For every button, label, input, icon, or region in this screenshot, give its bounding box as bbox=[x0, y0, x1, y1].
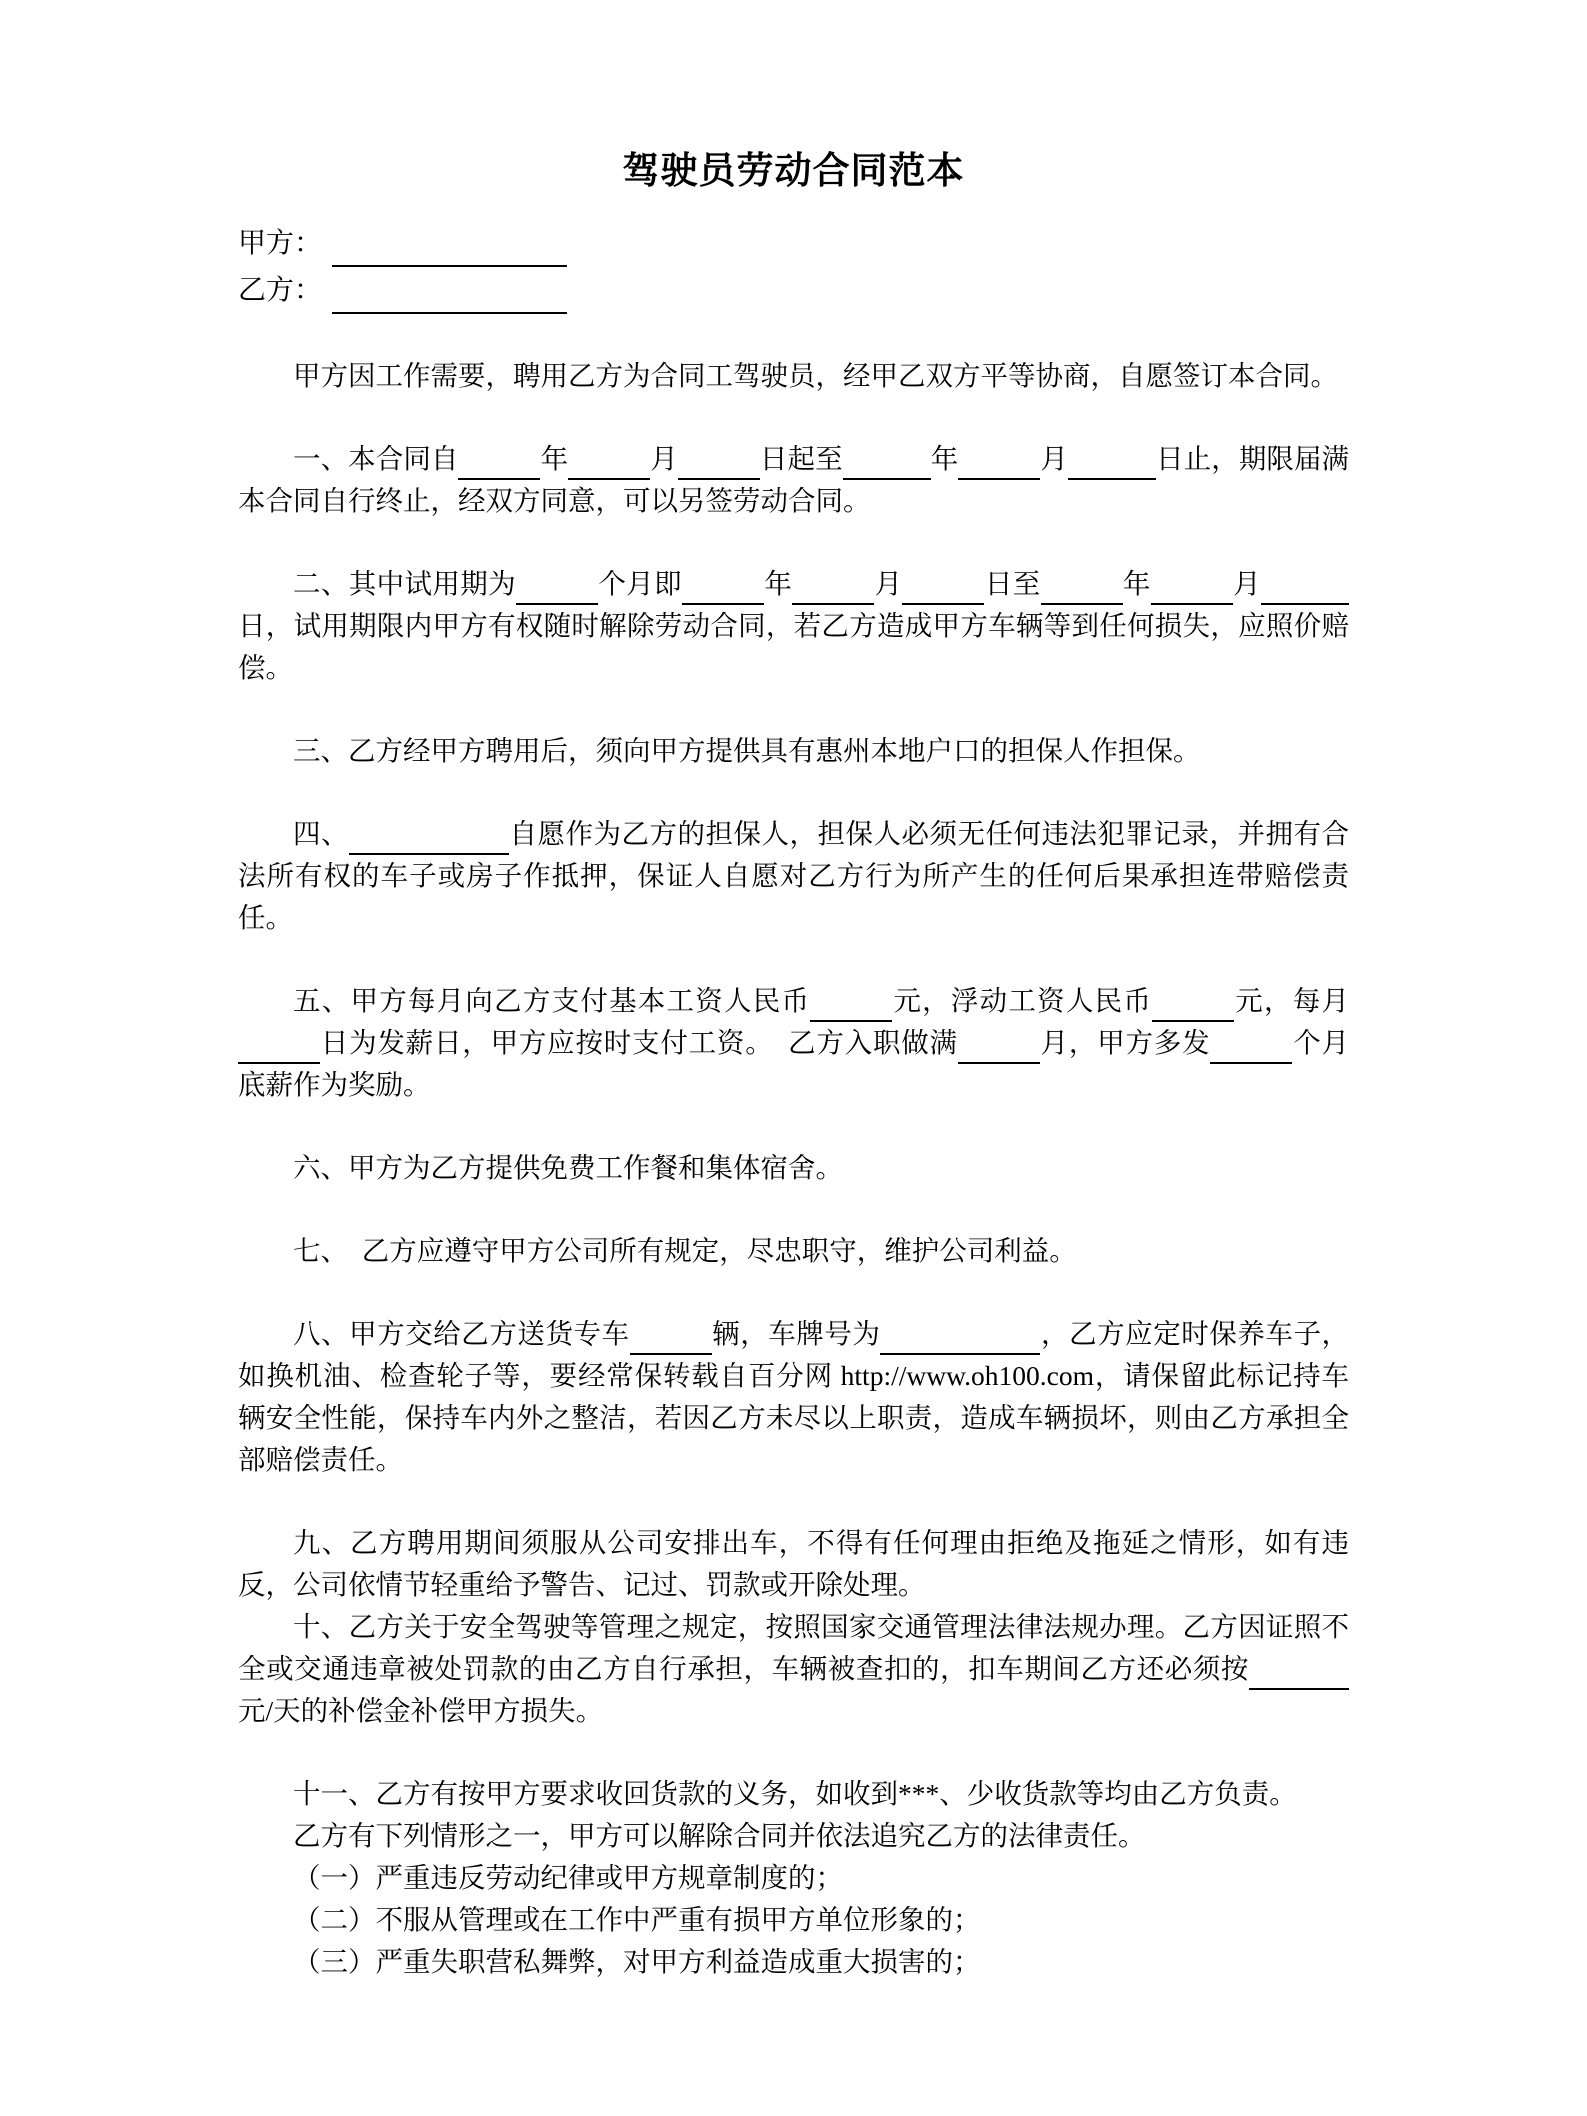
clause-text: 四、 bbox=[293, 818, 349, 849]
clause-7 bbox=[238, 1230, 1349, 1272]
clause-text: 自愿作为乙方的担保人，担保人必须无任何违法犯罪记录，并拥有合法所有权的车子或房子作抵押，保证人自愿对乙方行为所产生的任何后果承担连带赔偿责任。 bbox=[238, 818, 1349, 933]
page-title: 驾驶员劳动合同范本 bbox=[622, 151, 965, 192]
clause-intro bbox=[238, 355, 1349, 397]
party-a-blank-underline bbox=[332, 237, 567, 267]
clause-text: 甲方因工作需要，聘用乙方为合同工驾驶员，经甲乙双方平等协商，自愿签订本合同。 bbox=[293, 360, 1338, 391]
clause-text: 元，浮动工资人民币 bbox=[892, 985, 1153, 1016]
blank-underline bbox=[880, 1326, 1040, 1356]
clause-6 bbox=[238, 1147, 1349, 1189]
clause-2 bbox=[238, 563, 1349, 689]
clause-text: 月，甲方多发 bbox=[1039, 1027, 1211, 1058]
clause-text: 六、甲方为乙方提供免费工作餐和集体宿舍。 bbox=[293, 1152, 843, 1183]
clause-text: 日，试用期限内甲方有权随时解除劳动合同，若乙方造成甲方车辆等到任何损失，应照价赔偿。 bbox=[238, 610, 1349, 683]
clause-text: 七、 乙方应遵守甲方公司所有规定，尽忠职守，维护公司利益。 bbox=[293, 1235, 1077, 1266]
clause-4 bbox=[238, 813, 1349, 939]
blank-underline bbox=[792, 576, 874, 606]
blank-underline bbox=[1210, 1035, 1292, 1065]
blank-underline bbox=[843, 451, 931, 481]
clause-text: 年 bbox=[1122, 568, 1151, 599]
clause-text: 九、乙方聘用期间须服从公司安排出车，不得有任何理由拒绝及拖延之情形，如有违反，公司依情节轻重给予警告、记过、罚款或开除处理。 bbox=[238, 1527, 1349, 1600]
clause-text: 月 bbox=[650, 443, 678, 474]
clause-text: （一）严重违反劳动纪律或甲方规章制度的； bbox=[293, 1862, 843, 1893]
clause-text: 八、甲方交给乙方送货专车 bbox=[293, 1318, 630, 1349]
clause-text: 日为发薪日，甲方应按时支付工资。 乙方入职做满 bbox=[320, 1027, 958, 1058]
clause-text: （二）不服从管理或在工作中严重有损甲方单位形象的； bbox=[293, 1904, 981, 1935]
party-b-line bbox=[238, 267, 1349, 314]
party-a-line bbox=[238, 220, 1349, 267]
blank-underline bbox=[238, 1035, 320, 1065]
party-b-blank-underline bbox=[332, 284, 567, 314]
clause-text: 十一、乙方有按甲方要求收回货款的义务，如收到***、少收货款等均由乙方负责。 bbox=[293, 1778, 1297, 1809]
clause-text: 五、甲方每月向乙方支付基本工资人民币 bbox=[293, 985, 811, 1016]
blank-underline bbox=[1152, 993, 1234, 1023]
blank-underline bbox=[516, 576, 598, 606]
clause-text: 月 bbox=[874, 568, 903, 599]
clause-text: 日止，期限届满本合同自行终止，经双方同意，可以另签劳动合同。 bbox=[238, 443, 1350, 516]
clause-text: 元，每月 bbox=[1234, 985, 1349, 1016]
clause-text: 三、乙方经甲方聘用后，须向甲方提供具有惠州本地户口的担保人作担保。 bbox=[293, 735, 1201, 766]
clause-text: 月 bbox=[1040, 443, 1068, 474]
blank-underline bbox=[958, 1035, 1040, 1065]
clause-termination-item-2 bbox=[238, 1899, 1349, 1941]
blank-underline bbox=[568, 451, 650, 481]
blank-underline bbox=[682, 576, 764, 606]
blank-underline bbox=[1261, 576, 1349, 606]
blank-underline bbox=[458, 451, 540, 481]
party-a-label: 甲方： bbox=[238, 228, 323, 259]
clause-text: ，乙方应定时保养车子，如换机油、检查轮子等，要经常保转载自百分网 http://www.oh100.com，请保留此标记持车辆安全性能，保持车内外之整洁，若因乙方未尽以上职责，造成车辆损坏，则由乙方承担全部赔偿责任。 bbox=[238, 1318, 1350, 1475]
clause-text: 个月即 bbox=[597, 568, 682, 599]
clause-text: 个月底薪作为奖励。 bbox=[238, 1027, 1350, 1100]
clause-9 bbox=[238, 1522, 1349, 1606]
blank-underline bbox=[1068, 451, 1156, 481]
clause-text: 元/天的补偿金补偿甲方损失。 bbox=[238, 1695, 604, 1726]
clause-termination-item-3 bbox=[238, 1941, 1349, 1983]
blank-underline bbox=[349, 826, 509, 856]
clause-text: 年 bbox=[930, 443, 959, 474]
clause-termination-intro bbox=[238, 1815, 1349, 1857]
clauses bbox=[238, 355, 1349, 1983]
clause-text: 日至 bbox=[984, 568, 1041, 599]
clause-text: （三）严重失职营私舞弊，对甲方利益造成重大损害的； bbox=[293, 1946, 981, 1977]
clause-3 bbox=[238, 730, 1349, 772]
parties-block bbox=[238, 220, 1349, 314]
clause-1 bbox=[238, 438, 1349, 522]
clause-text: 二、其中试用期为 bbox=[293, 568, 516, 599]
clause-text: 年 bbox=[540, 443, 569, 474]
clause-text: 辆，车牌号为 bbox=[711, 1318, 881, 1349]
clause-5 bbox=[238, 980, 1349, 1106]
clause-11 bbox=[238, 1773, 1349, 1815]
clause-text: 年 bbox=[763, 568, 793, 599]
blank-underline bbox=[678, 451, 760, 481]
clause-text: 十、乙方关于安全驾驶等管理之规定，按照国家交通管理法律法规办理。乙方因证照不全或交通违章被处罚款的由乙方自行承担，车辆被查扣的，扣车期间乙方还必须按 bbox=[238, 1611, 1349, 1684]
blank-underline bbox=[1249, 1661, 1349, 1691]
blank-underline bbox=[902, 576, 984, 606]
blank-underline bbox=[1151, 576, 1233, 606]
clause-text: 乙方有下列情形之一，甲方可以解除合同并依法追究乙方的法律责任。 bbox=[293, 1820, 1146, 1851]
blank-underline bbox=[1041, 576, 1123, 606]
party-b-label: 乙方： bbox=[238, 275, 323, 306]
clause-termination-item-1 bbox=[238, 1857, 1349, 1899]
clause-text: 月 bbox=[1232, 568, 1262, 599]
clause-text: 日起至 bbox=[759, 443, 843, 474]
clause-10 bbox=[238, 1606, 1349, 1732]
blank-underline bbox=[810, 993, 892, 1023]
clause-text: 一、本合同自 bbox=[293, 443, 459, 474]
blank-underline bbox=[630, 1326, 712, 1356]
clause-8 bbox=[238, 1313, 1349, 1481]
blank-underline bbox=[958, 451, 1040, 481]
